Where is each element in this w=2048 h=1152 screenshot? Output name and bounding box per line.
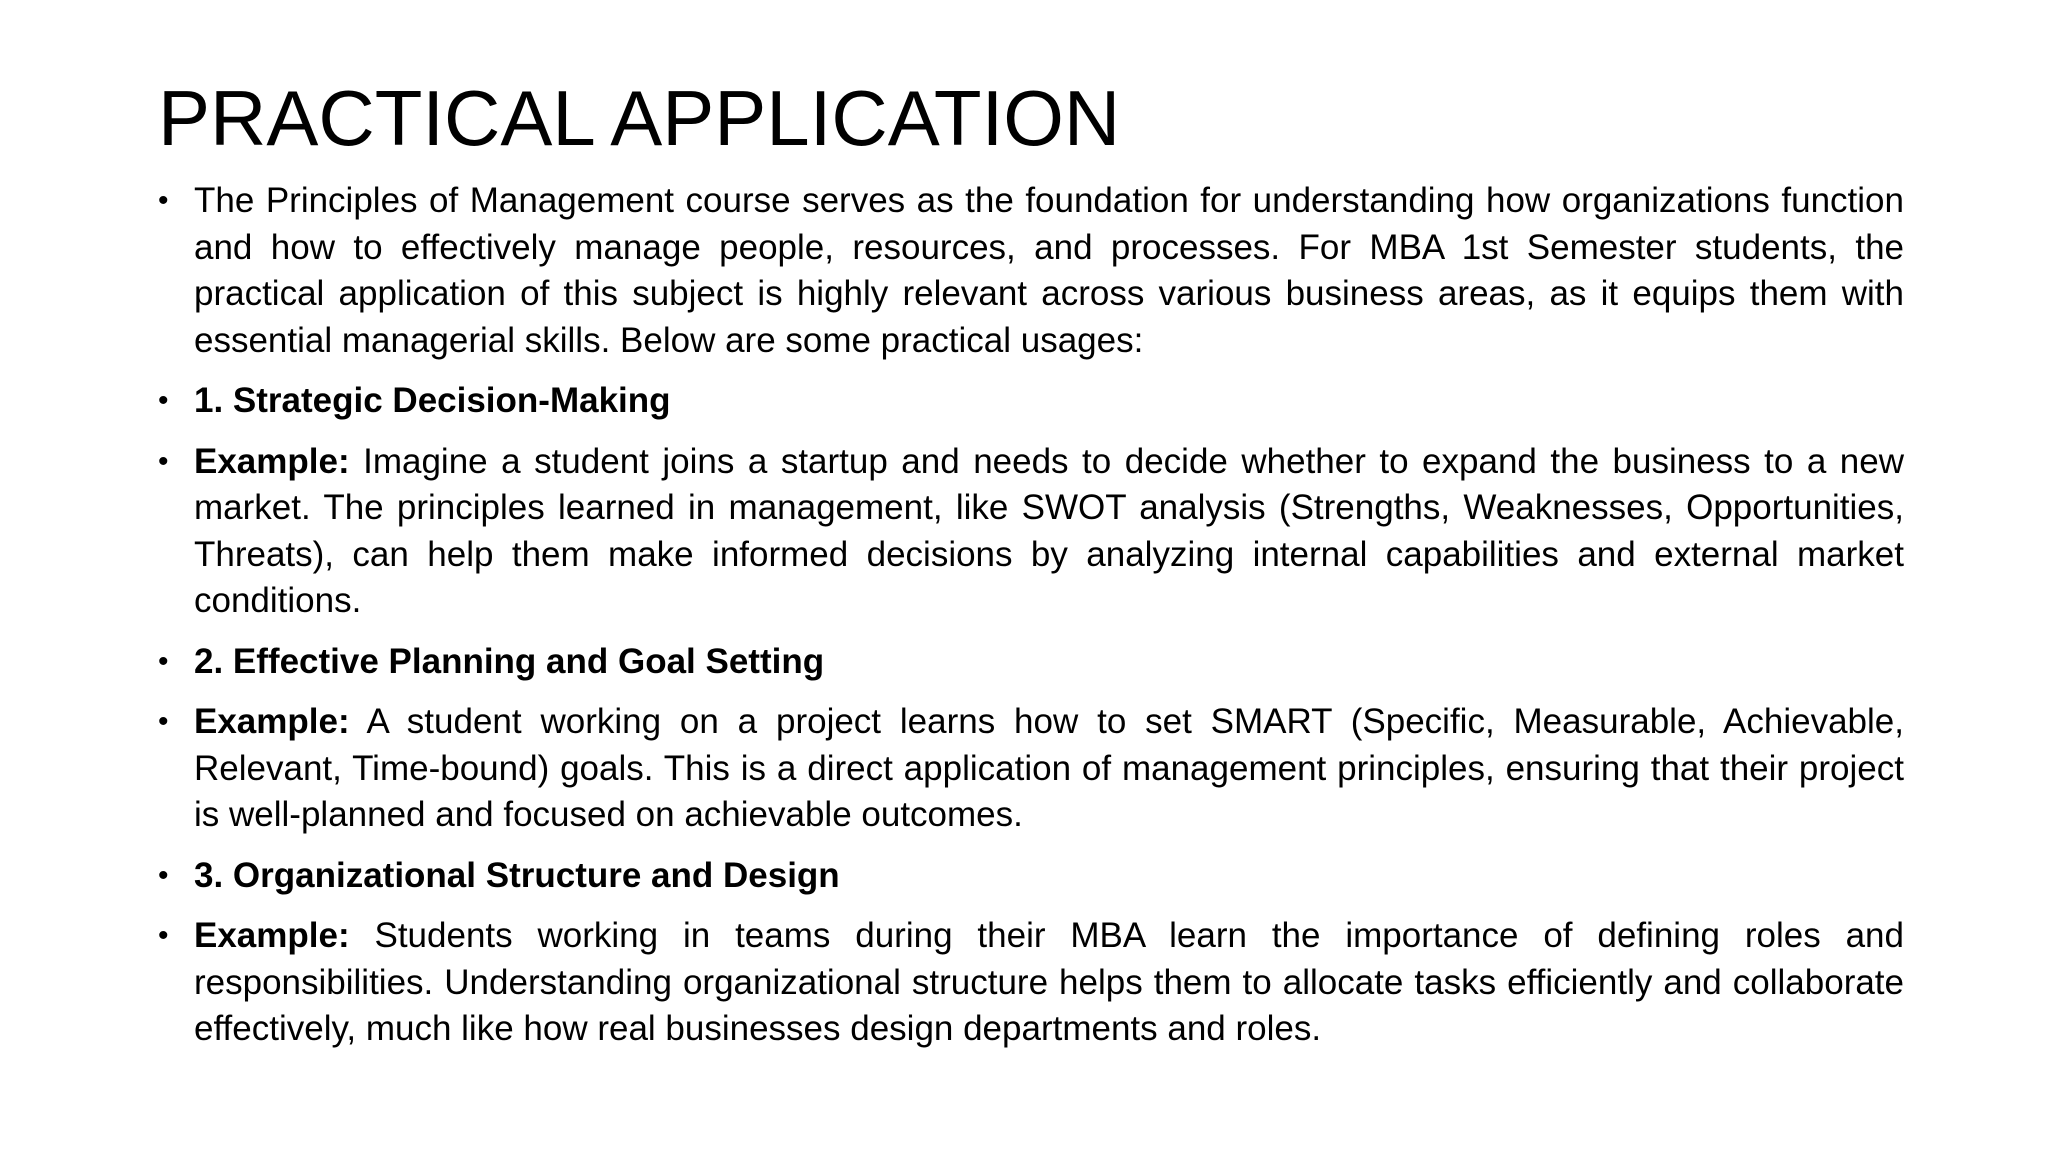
section-heading: 2. Effective Planning and Goal Setting [194, 641, 825, 681]
example-text: Imagine a student joins a startup and needs to decide whether to expand the business to a new market. The principles learned in management, like SWOT analysis (Strengths, Weaknesses, Opportunities, Threats), can help them make informed decisions by analyzing internal capabilities and external market conditions. [194, 441, 1904, 620]
slide-title: PRACTICAL APPLICATION [158, 74, 1121, 162]
intro-bullet [158, 178, 1904, 364]
example-bullet [158, 699, 1904, 839]
example-text: Students working in teams during their MBA learn the importance of defining roles and responsibilities. Understanding organizational structure helps them to allocate tasks efficiently and collaborate effectively, much like how real businesses design departments and roles. [194, 916, 1904, 1048]
bullet-list [158, 178, 1904, 1067]
section-heading-bullet [158, 378, 1904, 425]
section-heading: 1. Strategic Decision-Making [194, 381, 671, 420]
example-label: Example: [194, 916, 350, 955]
example-label: Example: [194, 702, 350, 741]
example-bullet [158, 913, 1904, 1053]
example-text: A student working on a project learns how to set SMART (Specific, Measurable, Achievable, Relevant, Time-bound) goals. This is a direct application of management principles, ensuring that their project is well-planned and focused on achievable outcomes. [194, 702, 1904, 834]
section-heading-bullet [158, 639, 1904, 686]
example-label: Example: [194, 441, 350, 481]
intro-text: The Principles of Management course serves as the foundation for understanding how organizations function and how to effectively manage people, resources, and processes. For MBA 1st Semester students, the practical application of this subject is highly relevant across various business areas, as it equips them with essential managerial skills. Below are some practical usages: [194, 181, 1904, 360]
section-heading-bullet [158, 853, 1904, 900]
example-bullet [158, 439, 1904, 625]
section-heading: 3. Organizational Structure and Design [194, 855, 840, 895]
